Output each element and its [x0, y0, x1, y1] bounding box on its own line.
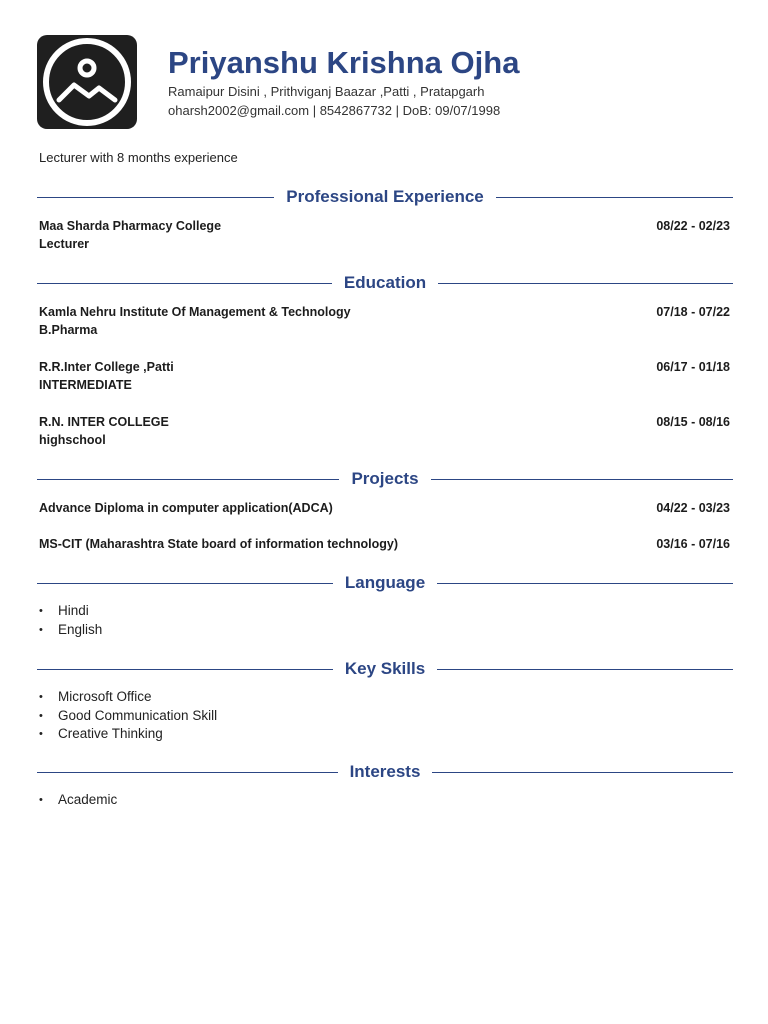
- divider: [437, 669, 733, 670]
- divider: [432, 772, 733, 773]
- section-title: Education: [343, 273, 427, 292]
- address-line: Ramaipur Disini , Prithviganj Baazar ,Patti , Pratapgarh: [168, 84, 485, 99]
- date-range: 04/22 - 03/23: [656, 501, 730, 515]
- divider: [37, 772, 338, 773]
- section-heading-projects: [37, 468, 733, 490]
- education-entry: [39, 303, 730, 339]
- resume-header: [168, 44, 519, 120]
- list-item: • Microsoft Office: [39, 688, 217, 707]
- image-placeholder-icon: [41, 36, 133, 128]
- section-title: Professional Experience: [286, 187, 484, 206]
- section-heading-experience: [37, 186, 733, 208]
- profile-summary: Lecturer with 8 months experience: [39, 150, 238, 165]
- candidate-name: Priyanshu Krishna Ojha: [168, 45, 520, 80]
- date-range: 07/18 - 07/22: [656, 305, 730, 319]
- list-item: • Creative Thinking: [39, 725, 217, 744]
- list-item: • English: [39, 621, 102, 640]
- education-entry: [39, 413, 730, 449]
- divider: [438, 283, 733, 284]
- section-heading-language: [37, 572, 733, 594]
- organization: Maa Sharda Pharmacy College: [39, 219, 222, 233]
- list-item: • Hindi: [39, 602, 102, 621]
- date-range: 08/22 - 02/23: [656, 219, 730, 233]
- interests-list: [39, 791, 117, 810]
- job-title: Lecturer: [39, 237, 90, 251]
- degree: highschool: [39, 433, 106, 447]
- section-title: Key Skills: [344, 659, 426, 678]
- project-name: Advance Diploma in computer application(ADCA): [39, 501, 333, 515]
- divider: [37, 479, 339, 480]
- divider: [37, 197, 274, 198]
- list-item: • Good Communication Skill: [39, 707, 217, 726]
- degree: B.Pharma: [39, 323, 98, 337]
- institution: R.N. INTER COLLEGE: [39, 415, 169, 429]
- divider: [37, 583, 333, 584]
- project-name: MS-CIT (Maharashtra State board of information technology): [39, 537, 399, 551]
- project-entry: [39, 535, 730, 553]
- divider: [496, 197, 733, 198]
- skills-list: [39, 688, 217, 744]
- degree: INTERMEDIATE: [39, 378, 132, 392]
- divider: [37, 283, 332, 284]
- divider: [437, 583, 733, 584]
- section-heading-skills: [37, 658, 733, 680]
- institution: R.R.Inter College ,Patti: [39, 360, 174, 374]
- project-entry: [39, 499, 730, 517]
- date-range: 03/16 - 07/16: [656, 537, 730, 551]
- list-item: • Academic: [39, 791, 117, 810]
- section-title: Interests: [349, 762, 421, 781]
- avatar: [37, 35, 137, 129]
- institution: Kamla Nehru Institute Of Management & Technology: [39, 305, 351, 319]
- language-list: [39, 602, 102, 639]
- date-range: 06/17 - 01/18: [656, 360, 730, 374]
- divider: [431, 479, 733, 480]
- section-heading-interests: [37, 761, 733, 783]
- experience-entry: [39, 217, 730, 253]
- contact-line: oharsh2002@gmail.com | 8542867732 | DoB: 09/07/1998: [168, 103, 501, 118]
- education-entry: [39, 358, 730, 394]
- section-heading-education: [37, 272, 733, 294]
- divider: [37, 669, 333, 670]
- date-range: 08/15 - 08/16: [656, 415, 730, 429]
- section-title: Projects: [351, 469, 419, 488]
- section-title: Language: [344, 573, 426, 592]
